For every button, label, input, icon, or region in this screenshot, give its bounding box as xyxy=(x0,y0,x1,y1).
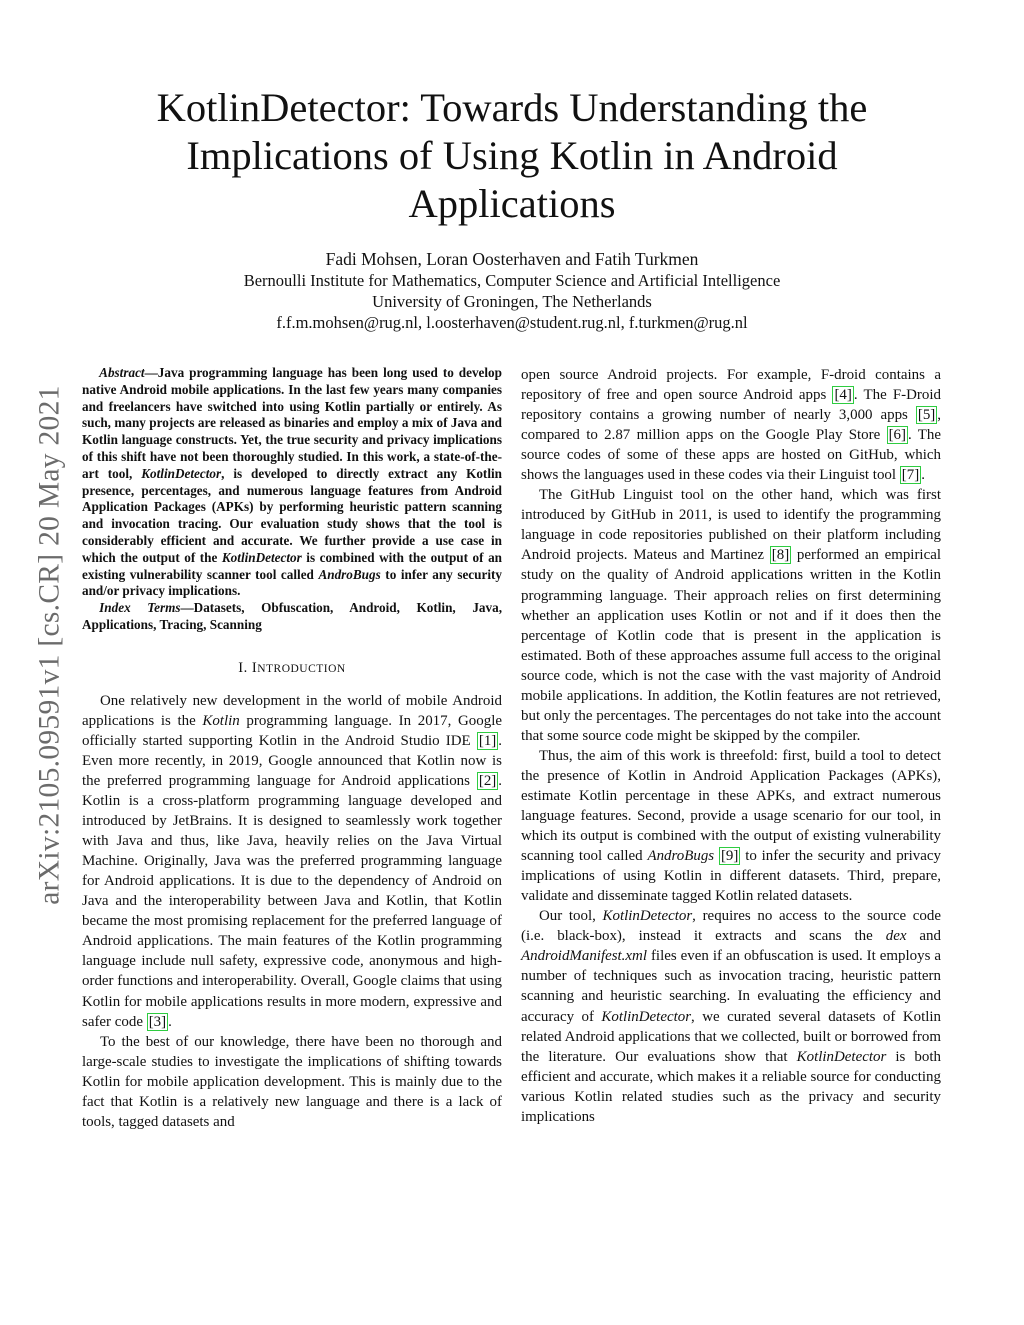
paragraph: Thus, the aim of this work is threefold: first, build a tool to detect the presence of Kotlin in Android Application Packages (APKs), estimate Kotlin percentage in these APKs, and extract numerous language features. Second, provide a usage scenario for our tool, in which its output is combined with the output of existing vulnerability scanning tool called AndroBugs [9] to infer the security and privacy implications of using Kotlin in different datasets. Third, prepare, validate and disseminate tagged Kotlin related datasets. xyxy=(521,747,941,905)
left-column xyxy=(82,365,502,1132)
title-line: Implications of Using Kotlin in Android xyxy=(186,133,838,178)
index-terms-label: Index Terms xyxy=(99,600,181,616)
abstract: Abstract—Java programming language has been long used to develop native Android mobile applications. In the last few years many companies and freelancers have switched into using Kotlin partially or entirely. As such, many projects are released as binaries and employ a mix of Java and Kotlin language constructs. Yet, the true security and privacy implications of this shift have not been thoroughly studied. In this work, a state-of-the-art tool, KotlinDetector, is developed to directly extract any Kotlin presence, percentages, and numerous language features from Android Application Packages (APKs) by performing heuristic pattern scanning and invocation tracing. Our evaluation study shows that the tool is considerably efficient and accurate. We further provide a use case in which the output of the KotlinDetector is combined with the output of an existing vulnerability scanner tool called AndroBugs to infer any security and/or privacy implications. xyxy=(82,365,502,599)
citation-link[interactable]: [5] xyxy=(917,407,936,424)
title-line: Applications xyxy=(408,181,616,226)
author-block xyxy=(100,249,924,333)
citation-link[interactable]: [6] xyxy=(888,427,906,444)
citation-link[interactable]: [3] xyxy=(148,1013,167,1030)
paragraph: To the best of our knowledge, there have been no thorough and large-scale studies to investigate the implications of shifting towards Kotlin for mobile application development. This is mainly due to the fact that Kotlin is a relatively new language and there is a lack of tools, tagged datasets and xyxy=(82,1033,502,1130)
arxiv-stamp: arXiv:2105.09591v1 [cs.CR] 20 May 2021 xyxy=(33,385,66,905)
citation-link[interactable]: [7] xyxy=(901,467,920,484)
right-column xyxy=(521,365,941,1127)
index-terms: Index Terms—Datasets, Obfuscation, Android, Kotlin, Java, Applications, Tracing, Scanning xyxy=(82,600,502,632)
arxiv-sidebar xyxy=(30,345,70,945)
section-heading-introduction: I. INTRODUCTION xyxy=(238,659,346,676)
citation-link[interactable]: [1] xyxy=(478,732,497,749)
citation-link[interactable]: [9] xyxy=(720,848,739,865)
author-names: Fadi Mohsen, Loran Oosterhaven and Fatih Turkmen xyxy=(325,249,699,269)
paper-title xyxy=(100,84,924,228)
affiliation-university: University of Groningen, The Netherlands xyxy=(372,292,652,311)
abstract-label: Abstract xyxy=(99,365,145,380)
citation-link[interactable]: [2] xyxy=(478,772,497,789)
paragraph: The GitHub Linguist tool on the other hand, which was first introduced by GitHub in 2011, is used to identify the programming language in code repositories published on their platform including Android projects. Mateus and Martinez [8] performed an empirical study on the quality of Android applications written in the Kotlin programming language. Their approach relies on first determining whether an application uses Kotlin or not and if it does then the percentage of Kotlin code that is present in the application is estimated. Both of these approaches assume full access to the original source code, which is not the case with the vast majority of Android mobile applications. In addition, the Kotlin features are not retrieved, but only the percentages. The percentages do not take into the account that some source code might be skipped by the compiler. xyxy=(521,487,941,744)
citation-link[interactable]: [8] xyxy=(771,547,790,564)
paragraph: Our tool, KotlinDetector, requires no access to the source code (i.e. black-box), instead it extracts and scans the dex and AndroidManifest.xml files even if an obfuscation is used. It employs a number of techniques such as invocation tracing, heuristic pattern scanning and heuristic searching. In evaluating the efficiency and accuracy of KotlinDetector, we curated several datasets of Kotlin related Android applications that we collected, built or borrowed from the literature. Our evaluations show that KotlinDetector is both efficient and accurate, which makes it a reliable source for conducting various Kotlin related studies such as the privacy and security implications xyxy=(521,908,941,1125)
paragraph: open source Android projects. For example, F-droid contains a repository of free and open source Android apps [4] . The F-Droid repository contains a growing number of nearly 3,000 apps [5] , compared to 2.87 million apps on the Google Play Store [6] . The source codes of some of these apps are hosted on GitHub, which shows the languages used in these codes via their Linguist tool [7] . xyxy=(521,367,942,484)
citation-link[interactable]: [4] xyxy=(834,387,852,404)
affiliation-institute: Bernoulli Institute for Mathematics, Computer Science and Artificial Intelligence xyxy=(243,271,781,290)
title-line: KotlinDetector: Towards Understanding the xyxy=(156,85,868,130)
paragraph: One relatively new development in the world of mobile Android applications is the Kotlin programming language. In 2017, Google officially started supporting Kotlin in the Android Studio IDE [1] . Even more recently, in 2019, Google announced that Kotlin now is the preferred programming language for Android applications [2] . Kotlin is a cross-platform programming language developed and introduced by JetBrains. It is designed to seamlessly work together with Java and thus, like Java, heavily relies on the Java Virtual Machine. Originally, Java was the preferred programming language for Android applications. It is due to the dependency of Android on Java and the interoperability between Java and Kotlin, that Kotlin became the most promising replacement for the preferred language of Android applications. The main features of the Kotlin programming language include null safety, expressive code, anonymous and high-order functions and interoperability. Overall, Google claims that using Kotlin for mobile applications results in more modern, expressive and safer code [3] . xyxy=(82,692,502,1030)
author-emails: f.f.m.mohsen@rug.nl, l.oosterhaven@student.rug.nl, f.turkmen@rug.nl xyxy=(276,313,748,332)
